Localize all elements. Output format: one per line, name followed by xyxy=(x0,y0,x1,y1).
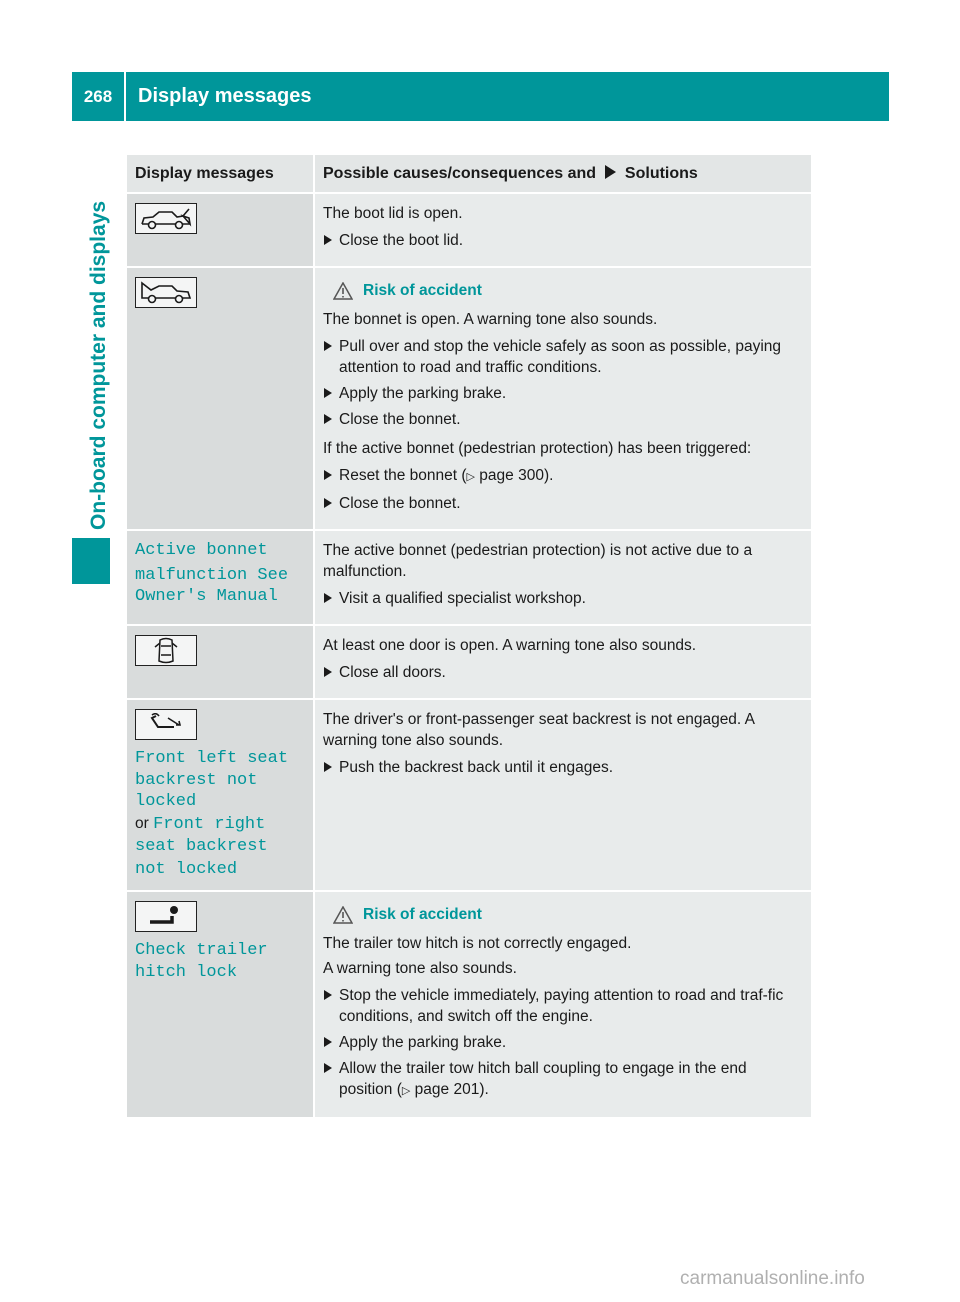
warning-triangle-icon xyxy=(333,282,353,300)
solution-step xyxy=(323,493,803,514)
step-text: Close the bonnet. xyxy=(339,495,461,512)
page-number: 268 xyxy=(72,72,126,121)
display-cell xyxy=(127,625,314,699)
solution-step xyxy=(323,465,803,488)
bonnet-open-icon xyxy=(135,277,197,308)
table-row xyxy=(127,193,811,267)
solution-step xyxy=(323,1058,803,1102)
solution-step xyxy=(323,985,803,1027)
cause-text: The bonnet is open. A warning tone also sounds. xyxy=(323,311,658,328)
display-or: or xyxy=(135,814,149,832)
solution-step xyxy=(323,757,803,778)
display-text: Front left seat backrest not locked xyxy=(135,749,289,811)
table-row xyxy=(127,530,811,625)
step-text: Apply the parking brake. xyxy=(339,1034,507,1051)
col-header-solutions-a: Possible causes/consequences and xyxy=(323,165,597,182)
cause-text: The active bonnet (pedestrian protection) is not active due to a malfunction. xyxy=(323,542,753,580)
solution-step xyxy=(323,230,803,251)
display-text: malfunction See Owner's Manual xyxy=(135,565,289,606)
display-cell xyxy=(127,699,314,891)
cause-text: The boot lid is open. xyxy=(323,205,463,222)
col-header-solutions-b: Solutions xyxy=(624,165,698,182)
warning-triangle-icon xyxy=(333,906,353,924)
solution-cell xyxy=(314,625,811,699)
risk-warning xyxy=(333,280,803,301)
solution-step xyxy=(323,662,803,683)
solution-cell xyxy=(314,699,811,891)
solution-cell xyxy=(314,530,811,625)
display-cell xyxy=(127,267,314,530)
solution-cell xyxy=(314,891,811,1118)
warning-label: Risk of accident xyxy=(363,282,482,299)
col-header-display-messages: Display messages xyxy=(127,155,314,193)
side-tab-label: On-board computer and displays xyxy=(87,200,110,530)
warning-label: Risk of accident xyxy=(363,906,482,923)
step-text: Close all doors. xyxy=(339,664,446,681)
col-header-solutions xyxy=(314,155,811,193)
solution-step xyxy=(323,1032,803,1053)
table-header-row xyxy=(127,155,811,193)
step-text: Push the backrest back until it engages. xyxy=(339,759,613,776)
solution-step xyxy=(323,336,803,378)
arrow-icon xyxy=(603,165,617,179)
display-cell xyxy=(127,530,314,625)
step-text: Pull over and stop the vehicle safely as soon as possible, paying attention to road and traffic conditions. xyxy=(339,338,782,376)
risk-warning xyxy=(333,904,803,925)
cause-text: At least one door is open. A warning tone also sounds. xyxy=(323,637,697,654)
cause-text: The trailer tow hitch is not correctly engaged. xyxy=(323,935,632,952)
step-text: Close the boot lid. xyxy=(339,232,464,249)
step-text: Visit a qualified specialist workshop. xyxy=(339,590,586,607)
solution-step xyxy=(323,588,803,609)
display-text: Active bonnet xyxy=(135,541,268,560)
step-text: Reset the bonnet ( xyxy=(339,467,467,484)
step-text: Apply the parking brake. xyxy=(339,385,507,402)
step-text: Close the bonnet. xyxy=(339,411,461,428)
display-text: Front right seat backrest not locked xyxy=(135,814,268,879)
page-ref-icon: ▷ xyxy=(401,1085,411,1097)
header-bar xyxy=(72,72,889,121)
cause-text: A warning tone also sounds. xyxy=(323,960,517,977)
watermark: carmanualsonline.info xyxy=(680,1268,865,1289)
seat-backrest-icon xyxy=(135,709,197,740)
cause-text: The driver's or front-passenger seat backrest is not engaged. A warning tone also sounds. xyxy=(323,711,755,749)
step-text: page 201). xyxy=(410,1081,489,1098)
table-row xyxy=(127,699,811,891)
display-text: Check trailer hitch lock xyxy=(135,941,268,982)
cause-text: If the active bonnet (pedestrian protection) has been triggered: xyxy=(323,440,752,457)
boot-open-icon xyxy=(135,203,197,234)
display-cell xyxy=(127,193,314,267)
step-text: page 300). xyxy=(475,467,554,484)
step-text: Allow the trailer tow hitch ball coupling to engage in the end position ( xyxy=(339,1060,747,1098)
solution-cell xyxy=(314,193,811,267)
step-text: Stop the vehicle immediately, paying attention to road and traf-fic conditions, and switch off the engine. xyxy=(339,987,784,1025)
table-row xyxy=(127,267,811,530)
table-row xyxy=(127,625,811,699)
page-ref-icon: ▷ xyxy=(466,471,475,483)
page-title: Display messages xyxy=(138,85,312,107)
display-messages-table xyxy=(127,155,811,1119)
solution-step xyxy=(323,383,803,404)
trailer-hitch-icon xyxy=(135,901,197,932)
solution-step xyxy=(323,409,803,430)
table-row xyxy=(127,891,811,1118)
side-tab-block xyxy=(72,538,110,584)
door-open-icon xyxy=(135,635,197,666)
display-cell xyxy=(127,891,314,1118)
solution-cell xyxy=(314,267,811,530)
